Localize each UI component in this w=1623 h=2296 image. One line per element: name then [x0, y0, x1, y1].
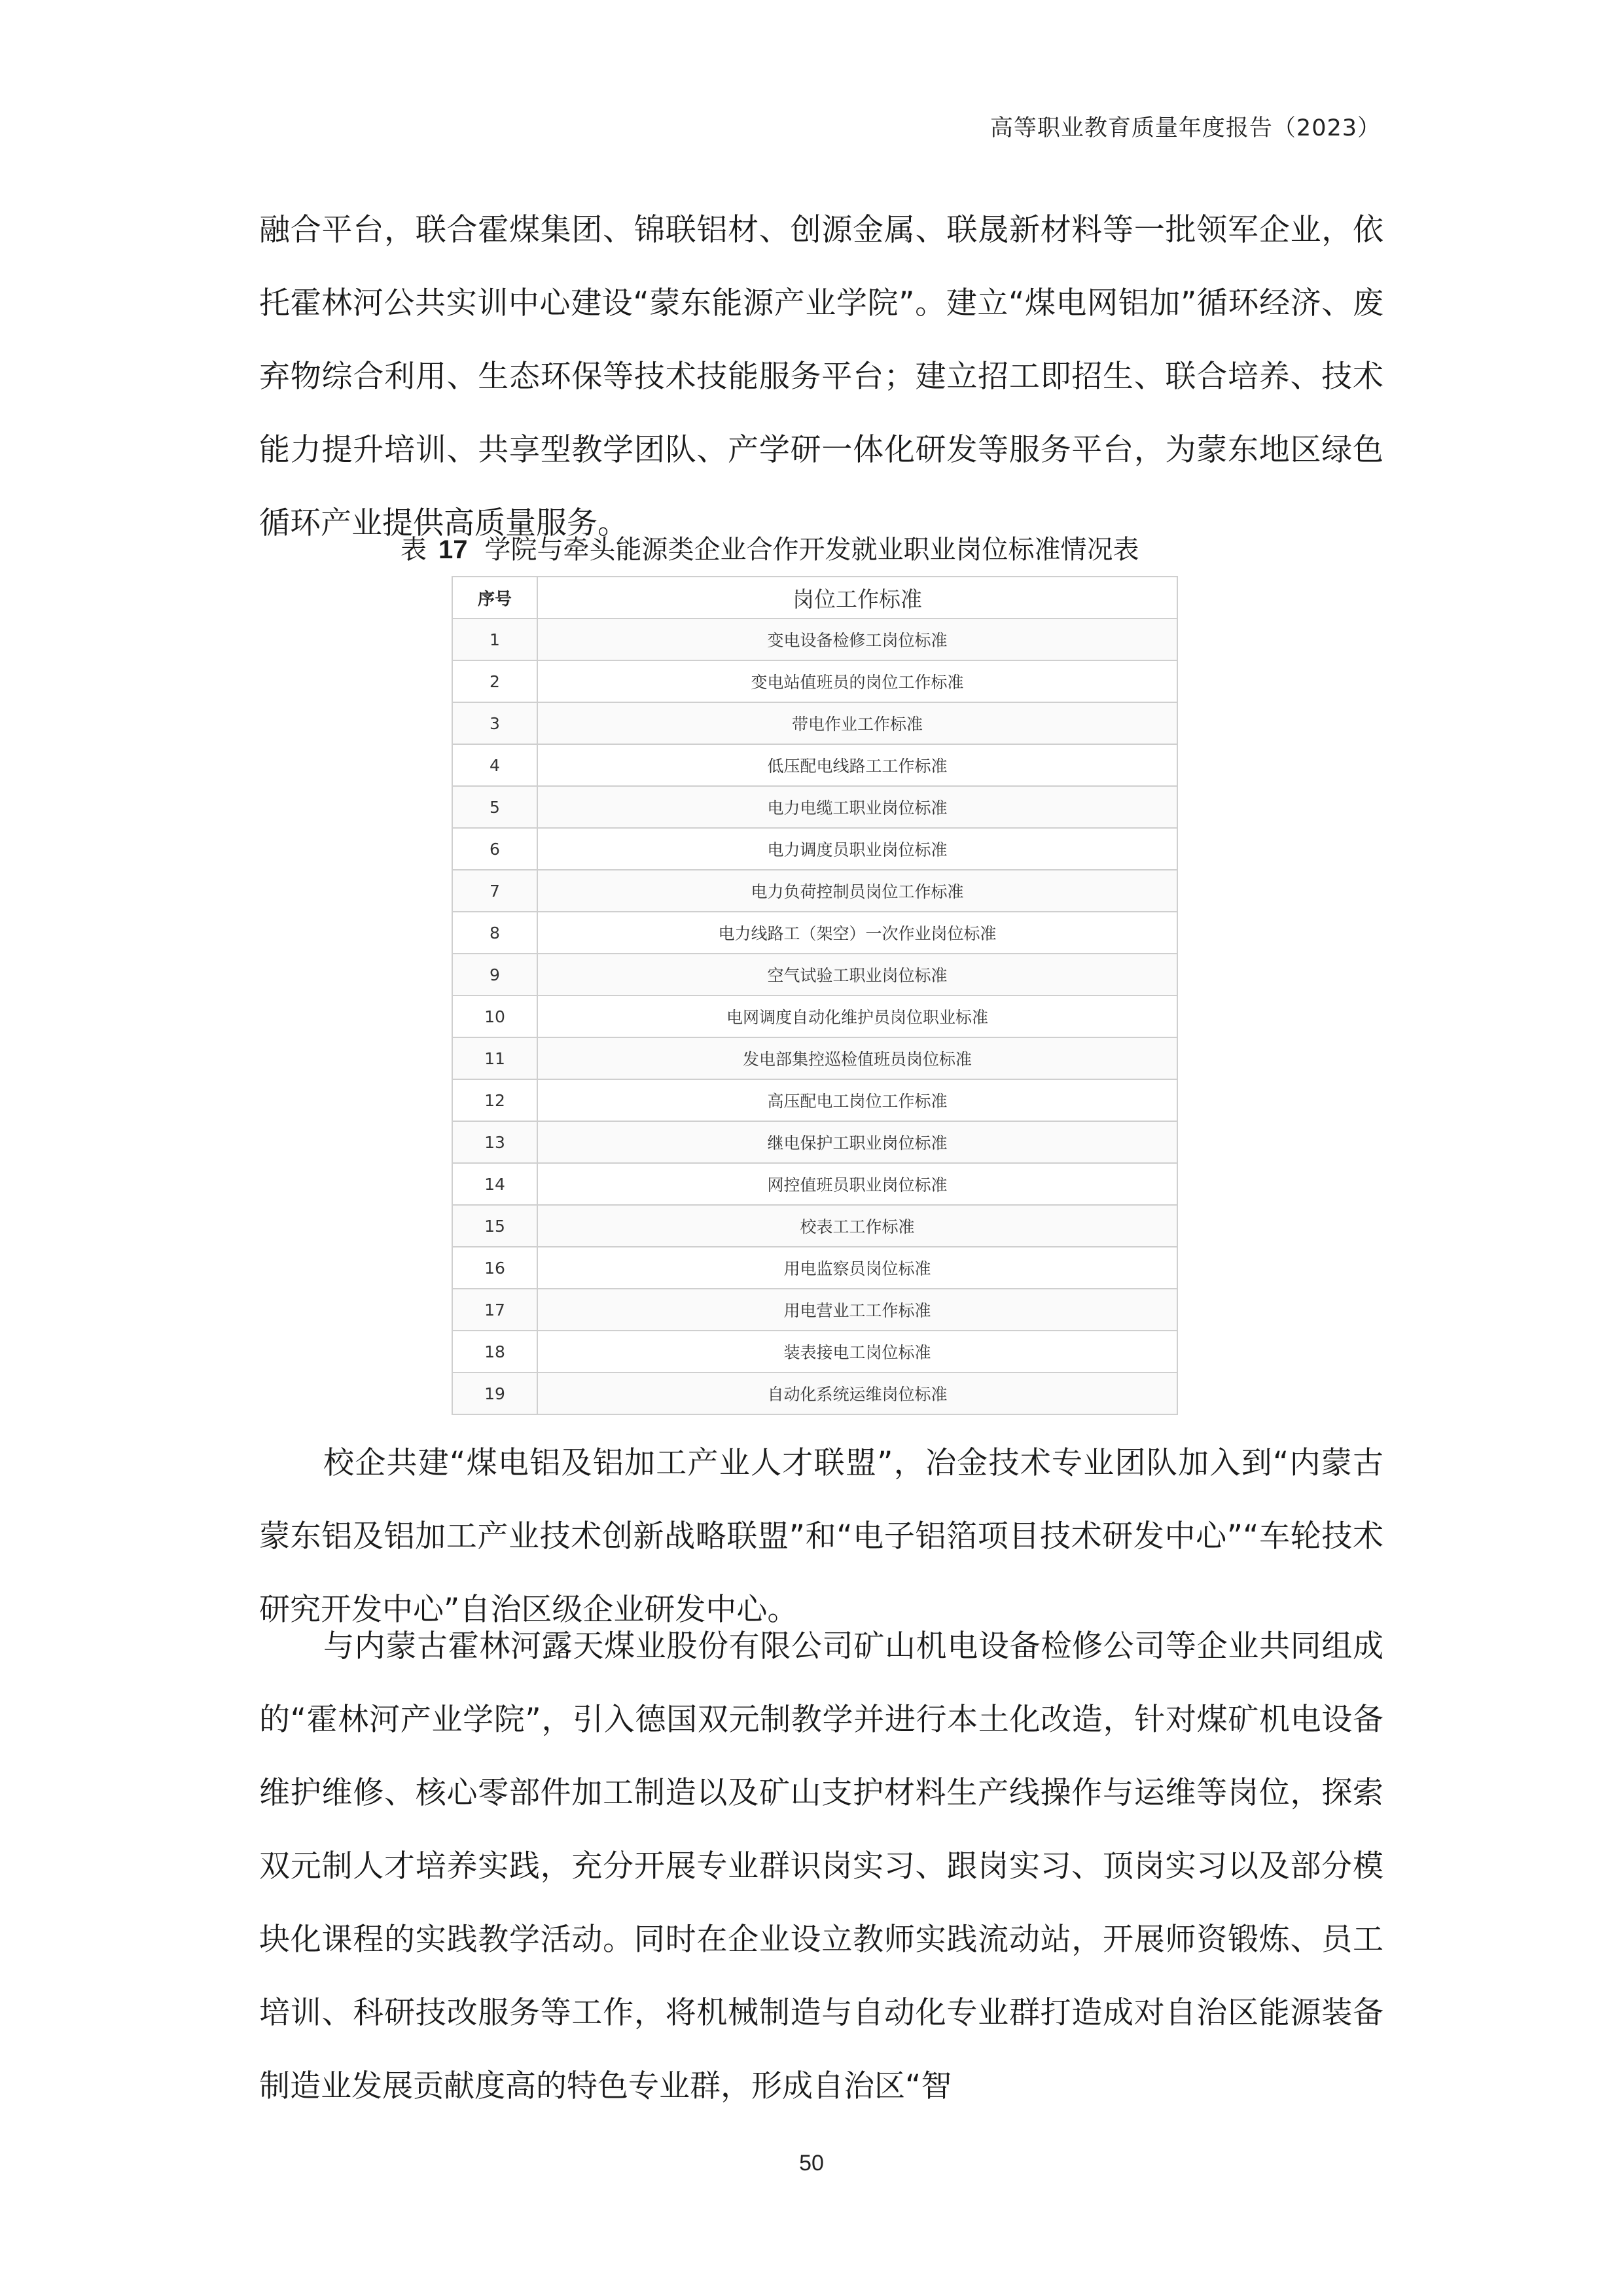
table-row	[452, 1121, 1177, 1163]
row-index: 8	[452, 912, 537, 954]
row-index: 17	[452, 1289, 537, 1331]
table-row	[452, 1163, 1177, 1205]
header-index: 序号	[452, 577, 537, 619]
table-row	[452, 1205, 1177, 1247]
row-index: 5	[452, 786, 537, 828]
row-standard: 电力负荷控制员岗位工作标准	[537, 870, 1177, 912]
row-standard: 网控值班员职业岗位标准	[537, 1163, 1177, 1205]
table-row	[452, 1289, 1177, 1331]
paragraph-industry-college: 与内蒙古霍林河露天煤业股份有限公司矿山机电设备检修公司等企业共同组成的“霍林河产业学院”，引入德国双元制教学并进行本土化改造，针对煤矿机电设备维护维修、核心零部件加工制造以及矿山支护材料生产线操作与运维等岗位，探索双元制人才培养实践，充分开展专业群识岗实习、跟岗实习、顶岗实习以及部分模块化课程的实践教学活动。同时在企业设立教师实践流动站，开展师资锻炼、员工培训、科研技改服务等工作，将机械制造与自动化专业群打造成对自治区能源装备制造业发展贡献度高的特色专业群，形成自治区“智	[259, 1628, 1383, 2104]
row-standard: 变电站值班员的岗位工作标准	[537, 660, 1177, 702]
row-index: 1	[452, 619, 537, 660]
row-index: 10	[452, 996, 537, 1037]
row-standard: 用电营业工工作标准	[537, 1289, 1177, 1331]
row-index: 16	[452, 1247, 537, 1289]
row-index: 4	[452, 744, 537, 786]
row-standard: 用电监察员岗位标准	[537, 1247, 1177, 1289]
table-row	[452, 954, 1177, 996]
row-standard: 电力线路工（架空）一次作业岗位标准	[537, 912, 1177, 954]
row-index: 11	[452, 1037, 537, 1079]
row-index: 3	[452, 702, 537, 744]
report-header: 高等职业教育质量年度报告（2023）	[990, 115, 1381, 141]
table-row	[452, 996, 1177, 1037]
row-index: 6	[452, 828, 537, 870]
row-index: 2	[452, 660, 537, 702]
row-standard: 电力电缆工职业岗位标准	[537, 786, 1177, 828]
row-standard: 电网调度自动化维护员岗位职业标准	[537, 996, 1177, 1037]
table-row	[452, 786, 1177, 828]
row-index: 12	[452, 1079, 537, 1121]
page-number: 50	[799, 2151, 824, 2176]
row-standard: 继电保护工职业岗位标准	[537, 1121, 1177, 1163]
row-standard: 高压配电工岗位工作标准	[537, 1079, 1177, 1121]
row-index: 18	[452, 1331, 537, 1372]
row-standard: 发电部集控巡检值班员岗位标准	[537, 1037, 1177, 1079]
row-standard: 自动化系统运维岗位标准	[537, 1372, 1177, 1414]
row-standard: 低压配电线路工工作标准	[537, 744, 1177, 786]
table-row	[452, 744, 1177, 786]
job-standards-table	[452, 576, 1178, 1415]
table-caption	[401, 529, 1317, 566]
paragraph-platform: 融合平台，联合霍煤集团、锦联铝材、创源金属、联晟新材料等一批领军企业，依托霍林河公共实训中心建设“蒙东能源产业学院”。建立“煤电网铝加”循环经济、废弃物综合利用、生态环保等技术技能服务平台；建立招工即招生、联合培养、技术能力提升培训、共享型教学团队、产学研一体化研发等服务平台，为蒙东地区绿色循环产业提供高质量服务。	[259, 212, 1383, 541]
table-row	[452, 828, 1177, 870]
table-row	[452, 1079, 1177, 1121]
table-row	[452, 1247, 1177, 1289]
table-row	[452, 1331, 1177, 1372]
table-row	[452, 870, 1177, 912]
row-standard: 电力调度员职业岗位标准	[537, 828, 1177, 870]
row-index: 14	[452, 1163, 537, 1205]
table-row	[452, 619, 1177, 660]
row-index: 13	[452, 1121, 537, 1163]
row-index: 7	[452, 870, 537, 912]
row-index: 15	[452, 1205, 537, 1247]
paragraph-alliance: 校企共建“煤电铝及铝加工产业人才联盟”，冶金技术专业团队加入到“内蒙古蒙东铝及铝加工产业技术创新战略联盟”和“电子铝箔项目技术研发中心”“车轮技术研究开发中心”自治区级企业研发中心。	[259, 1445, 1383, 1628]
table-row	[452, 1037, 1177, 1079]
row-standard: 空气试验工职业岗位标准	[537, 954, 1177, 996]
table-row	[452, 660, 1177, 702]
row-standard: 校表工工作标准	[537, 1205, 1177, 1247]
row-standard: 装表接电工岗位标准	[537, 1331, 1177, 1372]
row-standard: 带电作业工作标准	[537, 702, 1177, 744]
table-row	[452, 912, 1177, 954]
table-row	[452, 702, 1177, 744]
caption-number: 17	[438, 535, 468, 564]
caption-prefix: 表	[401, 535, 427, 565]
table-header-row	[452, 577, 1177, 619]
table-row	[452, 1372, 1177, 1414]
row-standard: 变电设备检修工岗位标准	[537, 619, 1177, 660]
row-index: 19	[452, 1372, 537, 1414]
row-index: 9	[452, 954, 537, 996]
header-standard: 岗位工作标准	[537, 577, 1177, 619]
caption-title: 学院与牵头能源类企业合作开发就业职业岗位标准情况表	[484, 535, 1139, 565]
